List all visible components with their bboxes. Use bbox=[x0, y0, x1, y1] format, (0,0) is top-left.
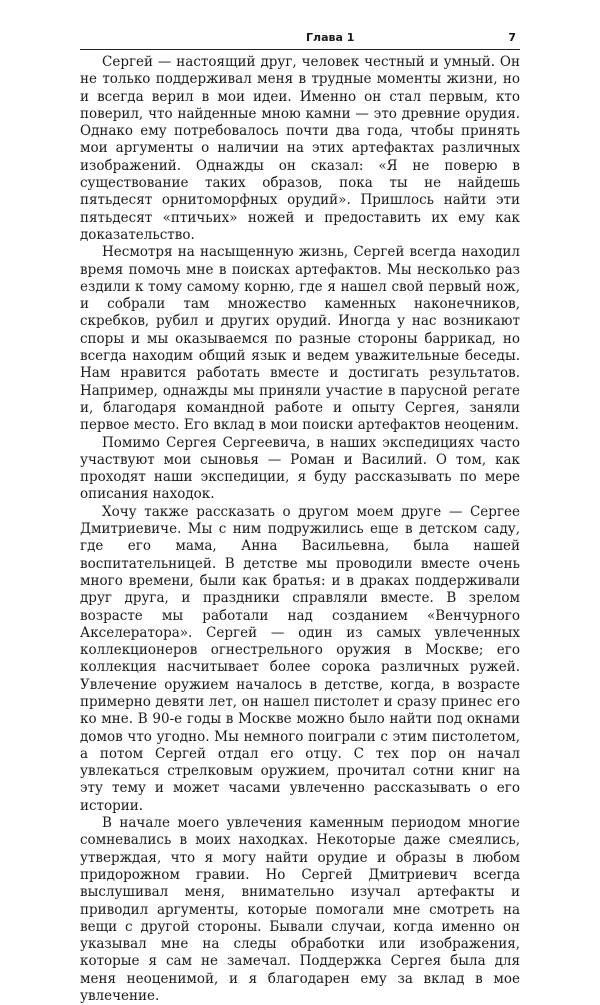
body-text bbox=[80, 54, 520, 1005]
paragraph: Сергей — настоящий друг, человек честный и умный. Он не только поддерживал меня в трудные моменты жизни, но и всегда верил в мои идеи. Именно он стал первым, кто поверил, что найденные мною камни — это древние орудия. Однако ему потребовалось почти два года, чтобы принять мои аргументы о наличии на этих артефактах различных изображений. Однажды он сказал: «Я не поверю в существование таких образов, пока ты не найдешь пятьдесят орнитоморфных орудий». Пришлось найти эти пятьдесят «птичьих» ножей и предоставить их ему как доказательство. bbox=[80, 54, 520, 243]
paragraph: Несмотря на насыщенную жизнь, Сергей всегда находил время помочь мне в поисках артефактов. Мы несколько раз ездили к тому самому корню, где я нашел свой первый нож, и собрали там множество каменных наконечников, скребков, рубил и других орудий. Иногда у нас возникают споры и мы оказываемся по разные стороны баррикад, но всегда находим общий язык и ведем уважительные беседы. Нам нравится работать вместе и достигать результатов. Например, однажды мы приняли участие в парусной регате и, благодаря командной работе и опыту Сергея, заняли первое место. Его вклад в мои поиски артефактов неоценим. bbox=[80, 244, 520, 434]
chapter-title: Глава 1 bbox=[306, 31, 355, 44]
paragraph: Помимо Сергея Сергеевича, в наших экспедициях часто участвуют мои сыновья — Роман и Василий. О том, как проходят наши экспедиции, я буду рассказывать по мере описания находок. bbox=[80, 434, 520, 503]
paragraph: В начале моего увлечения каменным периодом многие сомневались в моих находках. Некоторые даже смеялись, утверждая, что я могу найти орудие и образы в любом придорожном гравии. Но Сергей Дмитриевич всегда выслушивал меня, внимательно изучал артефакты и приводил аргументы, которые помогали мне смотреть на вещи с другой стороны. Бывали случаи, когда именно он указывал мне на следы обработки или изображения, которые я сам не замечал. Поддержка Сергея была для меня неоценимой, и я благодарен ему за вклад в мое увлечение. bbox=[80, 815, 520, 1005]
paragraph: Хочу также рассказать о другом моем друге — Сергее Дмитриевиче. Мы с ним подружились еще в детском саду, где его мама, Анна Васильевна, была нашей воспитательницей. В детстве мы проводили вместе очень много времени, были как братья: и в драках поддерживали друг друга, и праздники справляли вместе. В зрелом возрасте мы работали над созданием «Венчурного Акселератора». Сергей — один из самых увлеченных коллекционеров огнестрельного оружия в Москве; его коллекция насчитывает более сорока различных ружей. Увлечение оружием началось в детстве, когда, в возрасте примерно девяти лет, он нашел пистолет и сразу принес его ко мне. В 90-е годы в Москве можно было найти под окнами домов что угодно. Мы немного поиграли с этим пистолетом, а потом Сергей отдал его отцу. С тех пор он начал увлекаться стрелковым оружием, прочитал сотни книг на эту тему и может часами увлеченно рассказывать о его истории. bbox=[80, 503, 520, 814]
page-number: 7 bbox=[508, 31, 516, 44]
running-header bbox=[80, 27, 520, 50]
